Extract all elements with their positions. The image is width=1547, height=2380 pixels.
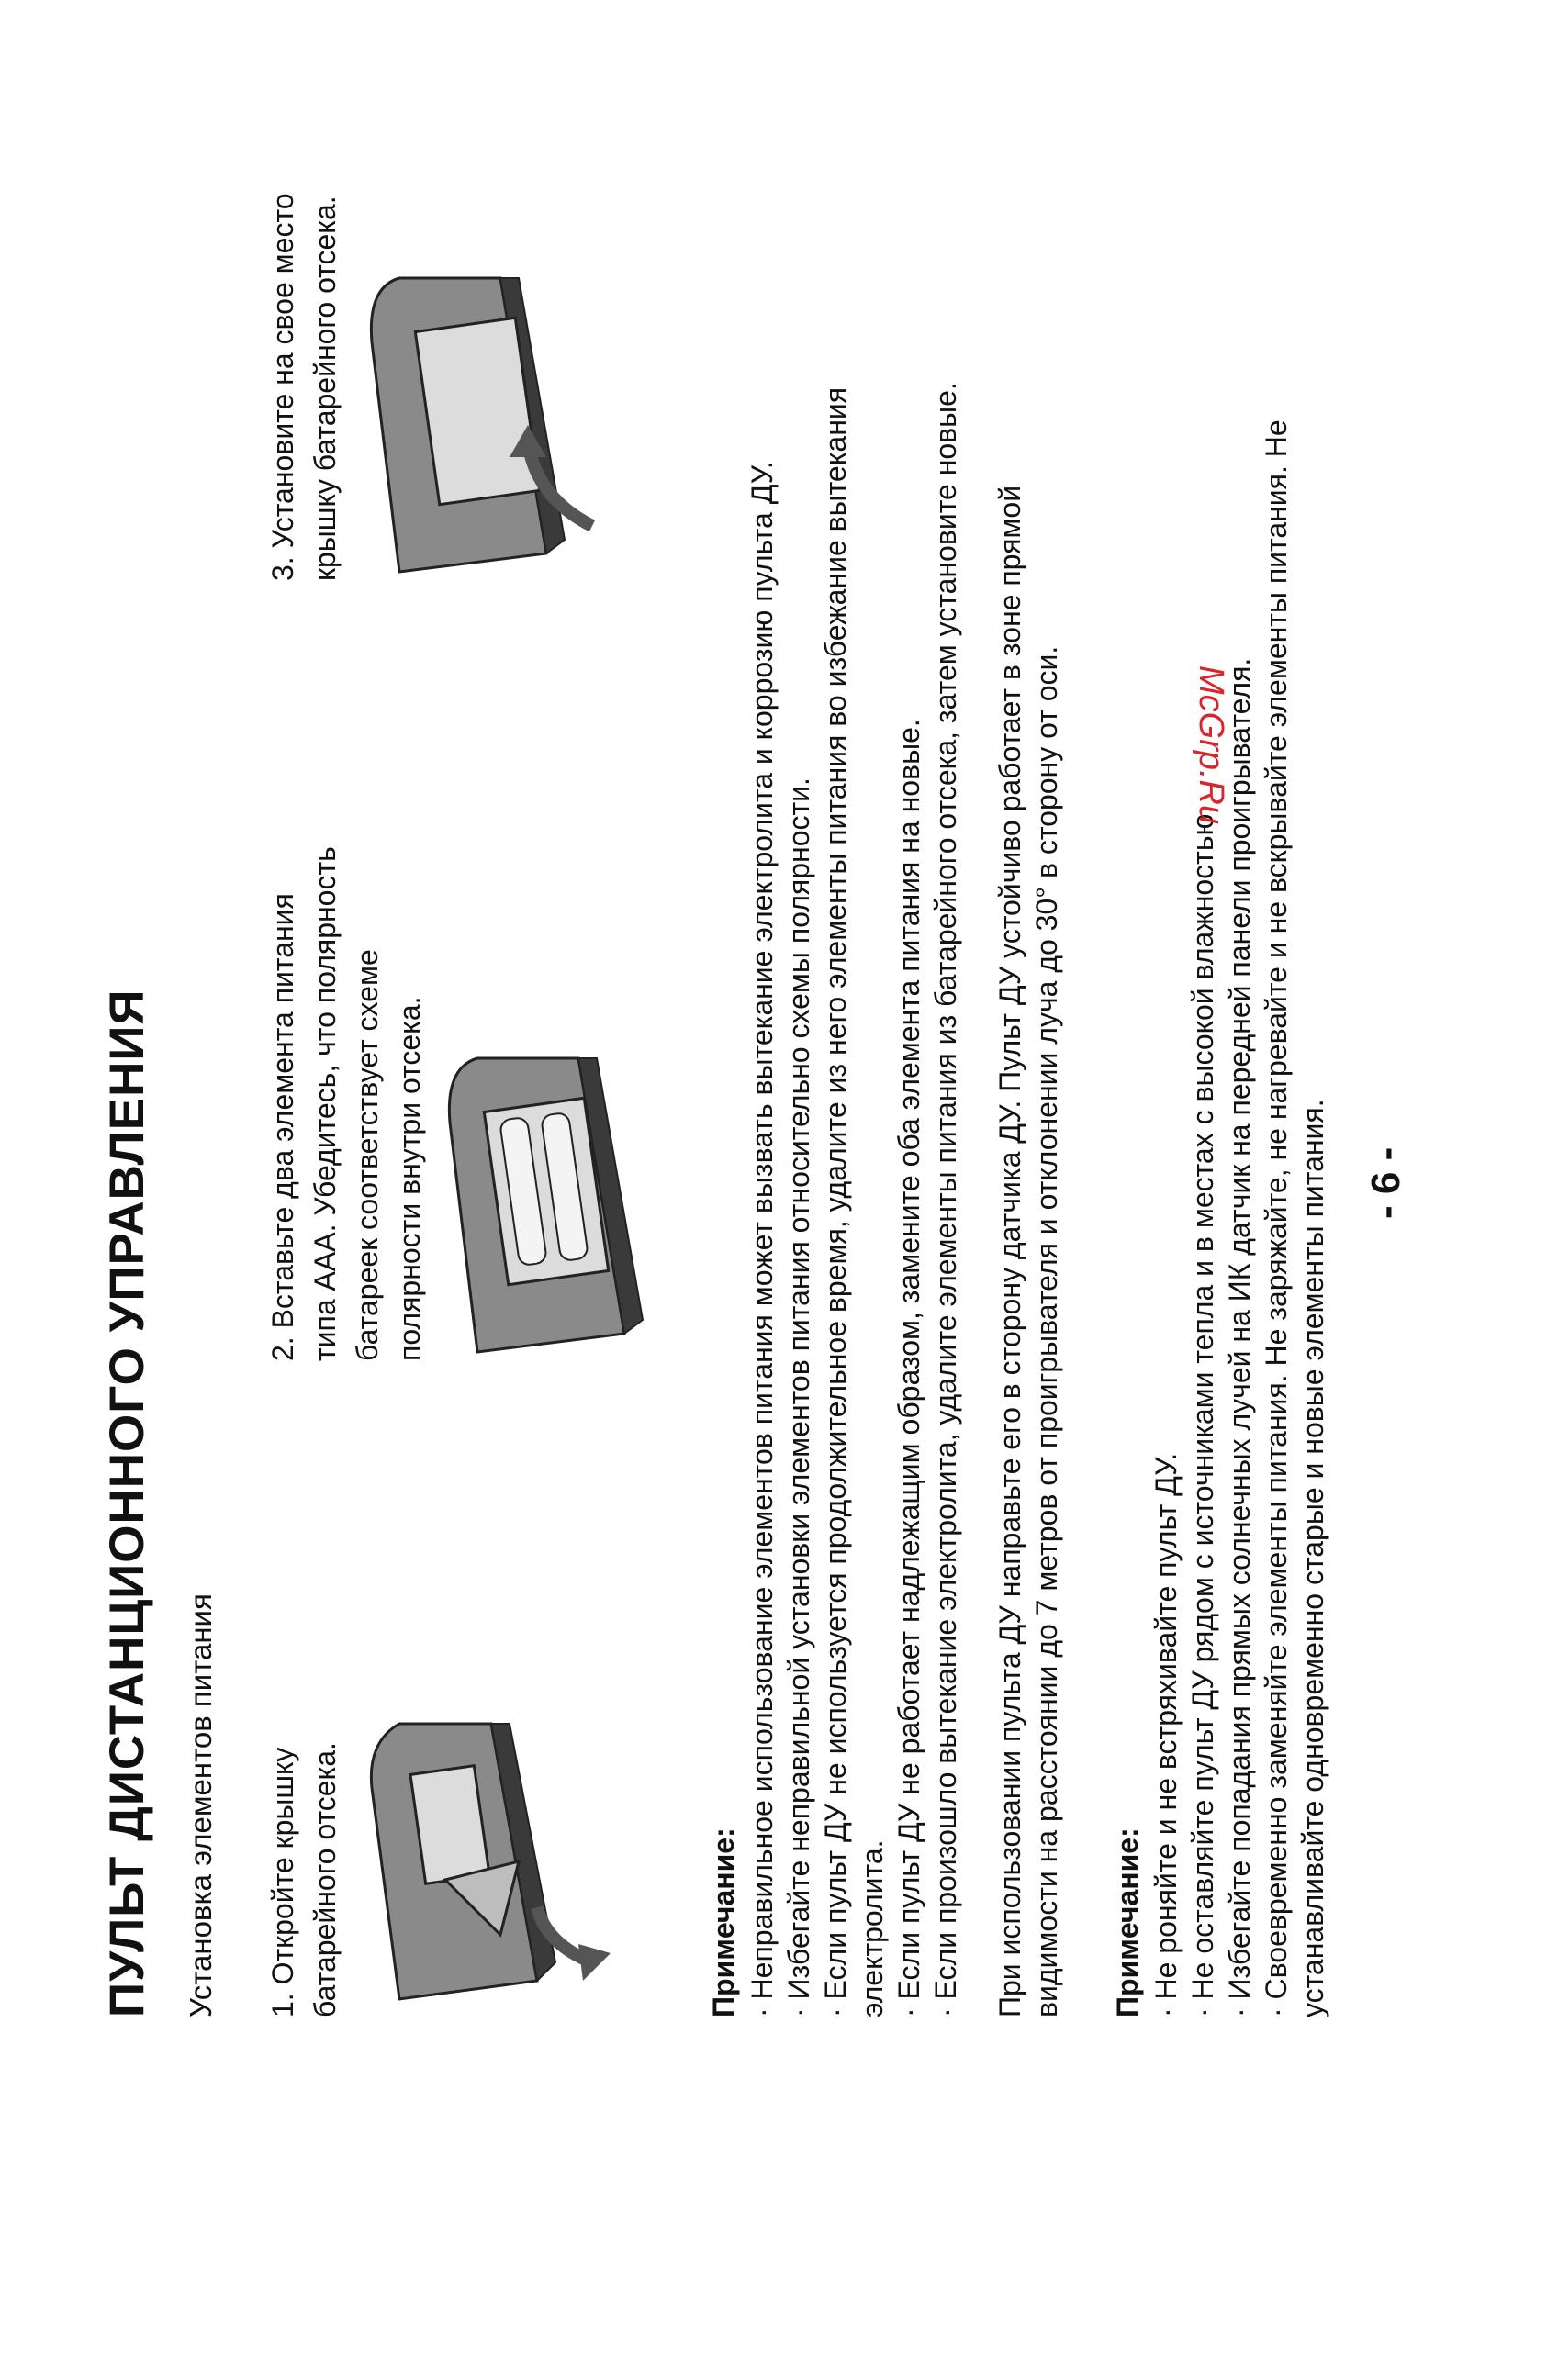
note-2-list xyxy=(1148,419,1331,2017)
list-item: · Своевременно заменяйте элементы питания. Не заряжайте, не нагревайте и не вскрывайте элементы питания. Не xyxy=(1260,419,1293,2017)
list-item: устанавливайте одновременно старые и новые элементы питания. xyxy=(1296,1099,1329,2017)
list-item: · Не роняйте и не встряхивайте пульт ДУ. xyxy=(1149,1452,1183,2017)
list-item: · Если пульт ДУ не используется продолжительное время, удалите из него элементы питания во избежание вытекания xyxy=(819,386,852,2017)
list-item: · Не оставляйте пульт ДУ рядом с источниками тепла и в местах с высокой влажностью. xyxy=(1186,805,1219,2017)
step-2-text: 2. Вставьте два элемента питания типа ААА. Убедитесь, что полярность батареек соответствует схеме полярности внутри отсека. xyxy=(266,846,426,1361)
remote-open-cover-icon xyxy=(363,1715,629,2017)
paragraph-line: При использовании пульта ДУ направьте его в сторону датчика ДУ. Пульт ДУ устойчиво работает в зоне прямой xyxy=(993,485,1026,2017)
note-1-heading: Примечание: xyxy=(707,1827,740,2017)
watermark-text: McGrp.Ru xyxy=(1192,665,1230,825)
step-1-text: 1. Откройте крышку батарейного отсека. xyxy=(266,1742,342,2017)
remote-close-cover-icon xyxy=(363,269,629,581)
list-item: · Избегайте неправильной установки элементов питания относительно схемы полярности. xyxy=(782,777,815,2017)
step-3-text: 3. Установите на свое место крышку батарейного отсека. xyxy=(266,193,342,581)
list-item: · Избегайте попадания прямых солнечных лучей на ИК датчик на передней панели проигрывателя. xyxy=(1223,657,1256,2017)
usage-paragraph xyxy=(992,486,1065,2017)
list-item: · Если произошло вытекание электролита, удалите элементы питания из батарейного отсека, затем установите новые. xyxy=(929,382,962,2017)
list-item: · Неправильное использование элементов питания может вызвать вытекание электролита и коррозию пульта ДУ. xyxy=(745,461,779,2017)
list-item: · Если пульт ДУ не работает надлежащим образом, замените оба элемента питания на новые. xyxy=(892,719,925,2017)
page-number: - 6 - xyxy=(1363,1146,1408,1219)
note-2-heading: Примечание: xyxy=(1111,1827,1144,2017)
section-subtitle: Установка элементов питания xyxy=(184,1593,218,2017)
note-1-list xyxy=(744,382,964,2017)
page-title: ПУЛЬТ ДИСТАНЦИОННОГО УПРАВЛЕНИЯ xyxy=(100,989,154,2017)
remote-batteries-icon xyxy=(441,1049,679,1361)
paragraph-line: видимости на расстоянии до 7 метров от проигрывателя и отклонении луча до 30° в сторону от оси. xyxy=(1030,645,1063,2017)
list-item: электролита. xyxy=(856,1839,889,2017)
